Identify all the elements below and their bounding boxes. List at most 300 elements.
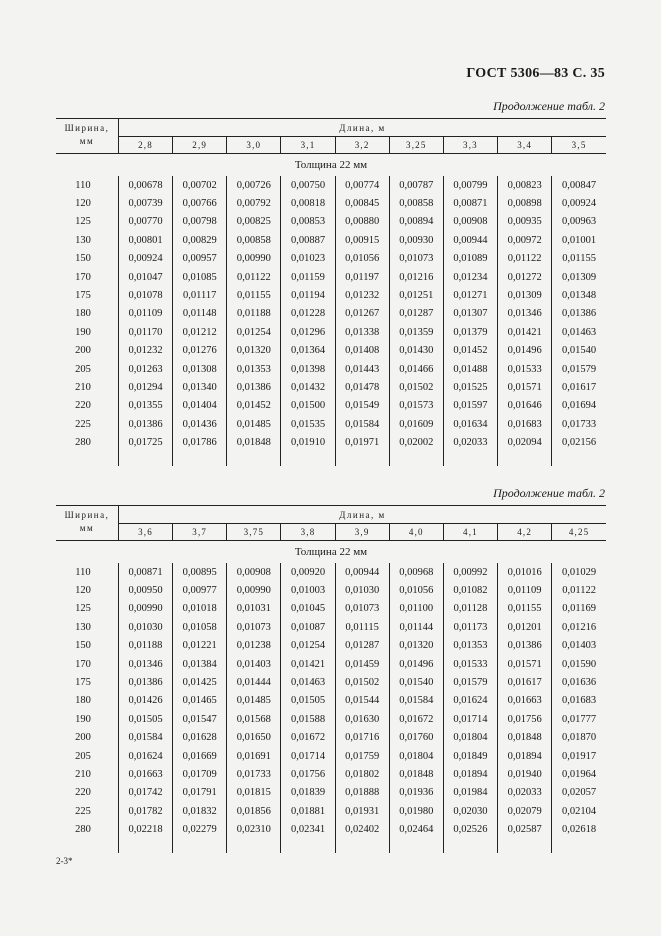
value-cell: 0,00825 xyxy=(227,213,281,231)
value-cell: 0,01346 xyxy=(118,655,172,673)
value-cell: 0,02618 xyxy=(562,824,597,836)
value-cell: 0,01588 xyxy=(281,710,335,728)
table-row xyxy=(56,360,606,378)
table-row xyxy=(56,747,606,765)
width-cell: 190 xyxy=(56,710,118,728)
length-column-header: 4,2 xyxy=(498,524,552,541)
value-cell: 0,01403 xyxy=(562,640,597,652)
value-cell: 0,01646 xyxy=(498,397,552,415)
width-cell: 205 xyxy=(56,360,118,378)
value-cell: 0,00963 xyxy=(562,216,597,228)
table-row xyxy=(56,213,606,231)
value-cell: 0,01488 xyxy=(443,360,497,378)
value-cell: 0,02279 xyxy=(173,820,227,838)
value-cell: 0,01791 xyxy=(173,784,227,802)
weight-table-1 xyxy=(56,118,606,466)
value-cell: 0,01964 xyxy=(562,768,597,780)
value-cell: 0,01228 xyxy=(281,305,335,323)
value-cell: 0,01073 xyxy=(389,250,443,268)
width-cell: 175 xyxy=(56,286,118,304)
value-cell: 0,01573 xyxy=(389,397,443,415)
value-cell: 0,01759 xyxy=(335,747,389,765)
value-cell: 0,01804 xyxy=(389,747,443,765)
length-column-header: 4,0 xyxy=(389,524,443,541)
table-row xyxy=(56,194,606,212)
value-cell: 0,01155 xyxy=(562,253,596,265)
value-cell: 0,01169 xyxy=(562,603,596,615)
table-row xyxy=(56,784,606,802)
value-cell: 0,02341 xyxy=(281,820,335,838)
value-cell: 0,02033 xyxy=(443,433,497,451)
value-cell: 0,01056 xyxy=(335,250,389,268)
value-cell: 0,01340 xyxy=(173,378,227,396)
length-column-header: 3,4 xyxy=(498,137,552,154)
value-cell: 0,01030 xyxy=(118,618,172,636)
value-cell: 0,01584 xyxy=(118,729,172,747)
value-cell: 0,01971 xyxy=(335,433,389,451)
width-cell: 205 xyxy=(56,747,118,765)
value-cell: 0,02218 xyxy=(118,820,172,838)
value-cell: 0,00774 xyxy=(335,176,389,194)
value-cell: 0,01232 xyxy=(118,342,172,360)
value-cell: 0,01426 xyxy=(118,692,172,710)
table-row xyxy=(56,342,606,360)
value-cell: 0,00823 xyxy=(498,176,552,194)
value-cell: 0,01804 xyxy=(443,729,497,747)
value-cell: 0,01888 xyxy=(335,784,389,802)
value-cell: 0,00726 xyxy=(227,176,281,194)
value-cell: 0,00678 xyxy=(118,176,172,194)
value-cell: 0,01155 xyxy=(227,286,281,304)
value-cell: 0,01980 xyxy=(389,802,443,820)
value-cell: 0,00950 xyxy=(118,581,172,599)
length-column-header: 3,2 xyxy=(335,137,389,154)
value-cell: 0,01760 xyxy=(389,729,443,747)
value-cell: 0,01597 xyxy=(443,397,497,415)
value-cell: 0,01709 xyxy=(173,765,227,783)
value-cell: 0,01320 xyxy=(227,342,281,360)
length-column-header: 4,25 xyxy=(552,524,606,541)
value-cell: 0,01579 xyxy=(562,363,597,375)
value-cell: 0,01540 xyxy=(562,345,597,357)
value-cell: 0,01001 xyxy=(562,234,597,246)
value-cell: 0,01609 xyxy=(389,415,443,433)
width-cell: 150 xyxy=(56,250,118,268)
value-cell: 0,01238 xyxy=(227,637,281,655)
value-cell: 0,01568 xyxy=(227,710,281,728)
value-cell: 0,01234 xyxy=(443,268,497,286)
value-cell: 0,00957 xyxy=(173,250,227,268)
value-cell: 0,01777 xyxy=(562,713,597,725)
width-cell: 125 xyxy=(56,600,118,618)
value-cell: 0,01624 xyxy=(118,747,172,765)
value-cell: 0,00935 xyxy=(498,213,552,231)
value-cell: 0,01353 xyxy=(443,637,497,655)
value-cell: 0,01500 xyxy=(281,397,335,415)
value-cell: 0,01159 xyxy=(281,268,335,286)
value-cell: 0,00845 xyxy=(335,194,389,212)
value-cell: 0,02310 xyxy=(227,820,281,838)
value-cell: 0,01535 xyxy=(281,415,335,433)
value-cell: 0,00990 xyxy=(227,250,281,268)
value-cell: 0,01148 xyxy=(173,305,227,323)
value-cell: 0,01756 xyxy=(281,765,335,783)
table-row xyxy=(56,600,606,618)
value-cell: 0,01029 xyxy=(562,566,597,578)
value-cell: 0,01571 xyxy=(498,378,552,396)
value-cell: 0,01931 xyxy=(335,802,389,820)
value-cell: 0,01452 xyxy=(227,397,281,415)
value-cell: 0,01232 xyxy=(335,286,389,304)
value-cell: 0,00801 xyxy=(118,231,172,249)
value-cell: 0,01263 xyxy=(118,360,172,378)
value-cell: 0,01663 xyxy=(498,692,552,710)
value-cell: 0,01089 xyxy=(443,250,497,268)
width-column-header: Ширина, мм xyxy=(56,119,118,154)
value-cell: 0,01287 xyxy=(389,305,443,323)
length-header: Длина, м xyxy=(118,506,606,524)
value-cell: 0,01849 xyxy=(443,747,497,765)
table-continuation-caption: Продолжение табл. 2 xyxy=(493,486,605,500)
width-cell: 220 xyxy=(56,784,118,802)
value-cell: 0,01628 xyxy=(173,729,227,747)
width-cell: 125 xyxy=(56,213,118,231)
length-column-header: 2,8 xyxy=(118,137,172,154)
value-cell: 0,01421 xyxy=(281,655,335,673)
table-row xyxy=(56,305,606,323)
value-cell: 0,01714 xyxy=(281,747,335,765)
value-cell: 0,01848 xyxy=(498,729,552,747)
value-cell: 0,01856 xyxy=(227,802,281,820)
value-cell: 0,01432 xyxy=(281,378,335,396)
value-cell: 0,02464 xyxy=(389,820,443,838)
value-cell: 0,01348 xyxy=(562,290,597,302)
width-cell: 110 xyxy=(56,563,118,581)
value-cell: 0,00990 xyxy=(227,581,281,599)
table-row xyxy=(56,397,606,415)
value-cell: 0,02033 xyxy=(498,784,552,802)
value-cell: 0,01403 xyxy=(227,655,281,673)
value-cell: 0,01466 xyxy=(389,360,443,378)
width-cell: 220 xyxy=(56,397,118,415)
value-cell: 0,01733 xyxy=(227,765,281,783)
value-cell: 0,01109 xyxy=(498,581,552,599)
value-cell: 0,01353 xyxy=(227,360,281,378)
page-footer-mark: 2-3* xyxy=(56,856,73,866)
value-cell: 0,01894 xyxy=(498,747,552,765)
value-cell: 0,01894 xyxy=(443,765,497,783)
value-cell: 0,01683 xyxy=(498,415,552,433)
width-cell: 120 xyxy=(56,581,118,599)
value-cell: 0,01848 xyxy=(389,765,443,783)
value-cell: 0,01221 xyxy=(173,637,227,655)
value-cell: 0,01251 xyxy=(389,286,443,304)
value-cell: 0,01115 xyxy=(335,618,389,636)
value-cell: 0,01630 xyxy=(335,710,389,728)
width-cell: 180 xyxy=(56,305,118,323)
value-cell: 0,00787 xyxy=(389,176,443,194)
value-cell: 0,01276 xyxy=(173,342,227,360)
value-cell: 0,01030 xyxy=(335,581,389,599)
value-cell: 0,01170 xyxy=(118,323,172,341)
value-cell: 0,01254 xyxy=(227,323,281,341)
value-cell: 0,01271 xyxy=(443,286,497,304)
value-cell: 0,01443 xyxy=(335,360,389,378)
value-cell: 0,01087 xyxy=(281,618,335,636)
value-cell: 0,00871 xyxy=(118,563,172,581)
table-row xyxy=(56,563,606,581)
value-cell: 0,01320 xyxy=(389,637,443,655)
value-cell: 0,01459 xyxy=(335,655,389,673)
value-cell: 0,00944 xyxy=(335,563,389,581)
value-cell: 0,00972 xyxy=(498,231,552,249)
table-row xyxy=(56,250,606,268)
value-cell: 0,01294 xyxy=(118,378,172,396)
value-cell: 0,00798 xyxy=(173,213,227,231)
value-cell: 0,01296 xyxy=(281,323,335,341)
value-cell: 0,01624 xyxy=(443,692,497,710)
width-cell: 170 xyxy=(56,655,118,673)
length-column-header: 3,7 xyxy=(173,524,227,541)
value-cell: 0,01505 xyxy=(281,692,335,710)
value-cell: 0,01910 xyxy=(281,433,335,451)
width-cell: 170 xyxy=(56,268,118,286)
table-row xyxy=(56,286,606,304)
value-cell: 0,01386 xyxy=(498,637,552,655)
value-cell: 0,00847 xyxy=(562,179,597,191)
value-cell: 0,00853 xyxy=(281,213,335,231)
width-cell: 225 xyxy=(56,415,118,433)
value-cell: 0,01073 xyxy=(227,618,281,636)
value-cell: 0,01832 xyxy=(173,802,227,820)
value-cell: 0,01309 xyxy=(562,271,597,283)
width-column-header: Ширина, мм xyxy=(56,506,118,541)
width-cell: 120 xyxy=(56,194,118,212)
width-cell: 210 xyxy=(56,378,118,396)
value-cell: 0,02079 xyxy=(498,802,552,820)
width-cell: 280 xyxy=(56,820,118,838)
value-cell: 0,00818 xyxy=(281,194,335,212)
value-cell: 0,01984 xyxy=(443,784,497,802)
width-cell: 130 xyxy=(56,618,118,636)
value-cell: 0,01122 xyxy=(498,250,552,268)
value-cell: 0,01505 xyxy=(118,710,172,728)
value-cell: 0,01672 xyxy=(281,729,335,747)
value-cell: 0,01444 xyxy=(227,673,281,691)
value-cell: 0,00908 xyxy=(227,563,281,581)
value-cell: 0,01122 xyxy=(562,585,596,597)
value-cell: 0,00915 xyxy=(335,231,389,249)
value-cell: 0,00739 xyxy=(118,194,172,212)
table-row xyxy=(56,765,606,783)
value-cell: 0,01725 xyxy=(118,433,172,451)
length-column-header: 3,25 xyxy=(389,137,443,154)
value-cell: 0,01346 xyxy=(498,305,552,323)
thickness-subheader: Толщина 22 мм xyxy=(294,546,368,558)
value-cell: 0,00858 xyxy=(227,231,281,249)
value-cell: 0,01848 xyxy=(227,433,281,451)
value-cell: 0,01465 xyxy=(173,692,227,710)
value-cell: 0,01355 xyxy=(118,397,172,415)
value-cell: 0,01694 xyxy=(562,400,597,412)
value-cell: 0,02057 xyxy=(562,787,597,799)
value-cell: 0,00920 xyxy=(281,563,335,581)
length-column-header: 3,75 xyxy=(227,524,281,541)
value-cell: 0,00894 xyxy=(389,213,443,231)
value-cell: 0,01073 xyxy=(335,600,389,618)
value-cell: 0,00944 xyxy=(443,231,497,249)
value-cell: 0,01267 xyxy=(335,305,389,323)
value-cell: 0,01485 xyxy=(227,415,281,433)
thickness-subheader: Толщина 22 мм xyxy=(294,159,368,171)
value-cell: 0,01425 xyxy=(173,673,227,691)
value-cell: 0,01571 xyxy=(498,655,552,673)
table-row xyxy=(56,323,606,341)
value-cell: 0,00766 xyxy=(173,194,227,212)
value-cell: 0,01045 xyxy=(281,600,335,618)
value-cell: 0,01384 xyxy=(173,655,227,673)
value-cell: 0,01122 xyxy=(227,268,281,286)
value-cell: 0,01714 xyxy=(443,710,497,728)
value-cell: 0,01212 xyxy=(173,323,227,341)
value-cell: 0,02104 xyxy=(562,805,597,817)
value-cell: 0,01617 xyxy=(562,381,597,393)
table-row xyxy=(56,820,606,838)
value-cell: 0,01786 xyxy=(173,433,227,451)
value-cell: 0,01047 xyxy=(118,268,172,286)
value-cell: 0,01338 xyxy=(335,323,389,341)
value-cell: 0,01716 xyxy=(335,729,389,747)
value-cell: 0,01197 xyxy=(335,268,389,286)
value-cell: 0,01398 xyxy=(281,360,335,378)
value-cell: 0,02402 xyxy=(335,820,389,838)
value-cell: 0,01309 xyxy=(498,286,552,304)
value-cell: 0,01117 xyxy=(173,286,227,304)
value-cell: 0,01485 xyxy=(227,692,281,710)
value-cell: 0,01194 xyxy=(281,286,335,304)
value-cell: 0,01188 xyxy=(227,305,281,323)
length-column-header: 3,1 xyxy=(281,137,335,154)
value-cell: 0,01544 xyxy=(335,692,389,710)
width-cell: 190 xyxy=(56,323,118,341)
length-column-header: 3,6 xyxy=(118,524,172,541)
value-cell: 0,01650 xyxy=(227,729,281,747)
width-cell: 110 xyxy=(56,176,118,194)
value-cell: 0,01100 xyxy=(389,600,443,618)
value-cell: 0,01144 xyxy=(389,618,443,636)
value-cell: 0,00898 xyxy=(498,194,552,212)
value-cell: 0,01436 xyxy=(173,415,227,433)
value-cell: 0,00930 xyxy=(389,231,443,249)
value-cell: 0,01016 xyxy=(498,563,552,581)
width-cell: 200 xyxy=(56,729,118,747)
value-cell: 0,01478 xyxy=(335,378,389,396)
width-cell: 225 xyxy=(56,802,118,820)
length-column-header: 2,9 xyxy=(173,137,227,154)
value-cell: 0,01881 xyxy=(281,802,335,820)
value-cell: 0,01109 xyxy=(118,305,172,323)
width-cell: 180 xyxy=(56,692,118,710)
value-cell: 0,01173 xyxy=(443,618,497,636)
table-row xyxy=(56,433,606,451)
table-continuation-caption: Продолжение табл. 2 xyxy=(493,99,605,113)
value-cell: 0,01085 xyxy=(173,268,227,286)
value-cell: 0,01917 xyxy=(562,750,597,762)
value-cell: 0,02156 xyxy=(562,437,597,449)
value-cell: 0,01003 xyxy=(281,581,335,599)
value-cell: 0,01782 xyxy=(118,802,172,820)
value-cell: 0,00770 xyxy=(118,213,172,231)
value-cell: 0,01691 xyxy=(227,747,281,765)
value-cell: 0,00792 xyxy=(227,194,281,212)
table-row xyxy=(56,581,606,599)
value-cell: 0,01430 xyxy=(389,342,443,360)
weight-table-2 xyxy=(56,505,606,853)
value-cell: 0,01056 xyxy=(389,581,443,599)
value-cell: 0,01463 xyxy=(562,326,597,338)
page-header: ГОСТ 5306—83 С. 35 xyxy=(466,66,605,81)
value-cell: 0,01386 xyxy=(227,378,281,396)
width-cell: 175 xyxy=(56,673,118,691)
value-cell: 0,01584 xyxy=(389,692,443,710)
value-cell: 0,01502 xyxy=(389,378,443,396)
value-cell: 0,01379 xyxy=(443,323,497,341)
value-cell: 0,00871 xyxy=(443,194,497,212)
value-cell: 0,02526 xyxy=(443,820,497,838)
value-cell: 0,01502 xyxy=(335,673,389,691)
value-cell: 0,02030 xyxy=(443,802,497,820)
value-cell: 0,01408 xyxy=(335,342,389,360)
value-cell: 0,01756 xyxy=(498,710,552,728)
value-cell: 0,00895 xyxy=(173,563,227,581)
value-cell: 0,01584 xyxy=(335,415,389,433)
value-cell: 0,02002 xyxy=(389,433,443,451)
value-cell: 0,01254 xyxy=(281,637,335,655)
table-row xyxy=(56,655,606,673)
table-row xyxy=(56,710,606,728)
value-cell: 0,01496 xyxy=(389,655,443,673)
value-cell: 0,01058 xyxy=(173,618,227,636)
value-cell: 0,00924 xyxy=(118,250,172,268)
value-cell: 0,01452 xyxy=(443,342,497,360)
length-column-header: 3,0 xyxy=(227,137,281,154)
width-cell: 130 xyxy=(56,231,118,249)
value-cell: 0,01815 xyxy=(227,784,281,802)
value-cell: 0,01590 xyxy=(562,658,597,670)
table-row xyxy=(56,692,606,710)
value-cell: 0,01023 xyxy=(281,250,335,268)
value-cell: 0,01078 xyxy=(118,286,172,304)
value-cell: 0,00799 xyxy=(443,176,497,194)
value-cell: 0,01216 xyxy=(389,268,443,286)
value-cell: 0,01636 xyxy=(562,677,597,689)
value-cell: 0,01533 xyxy=(443,655,497,673)
table-row xyxy=(56,618,606,636)
value-cell: 0,00858 xyxy=(389,194,443,212)
value-cell: 0,01540 xyxy=(389,673,443,691)
value-cell: 0,01672 xyxy=(389,710,443,728)
value-cell: 0,01386 xyxy=(118,673,172,691)
table-row xyxy=(56,415,606,433)
value-cell: 0,01549 xyxy=(335,397,389,415)
value-cell: 0,01940 xyxy=(498,765,552,783)
value-cell: 0,01742 xyxy=(118,784,172,802)
value-cell: 0,01802 xyxy=(335,765,389,783)
width-cell: 200 xyxy=(56,342,118,360)
value-cell: 0,01463 xyxy=(281,673,335,691)
value-cell: 0,01201 xyxy=(498,618,552,636)
value-cell: 0,01496 xyxy=(498,342,552,360)
